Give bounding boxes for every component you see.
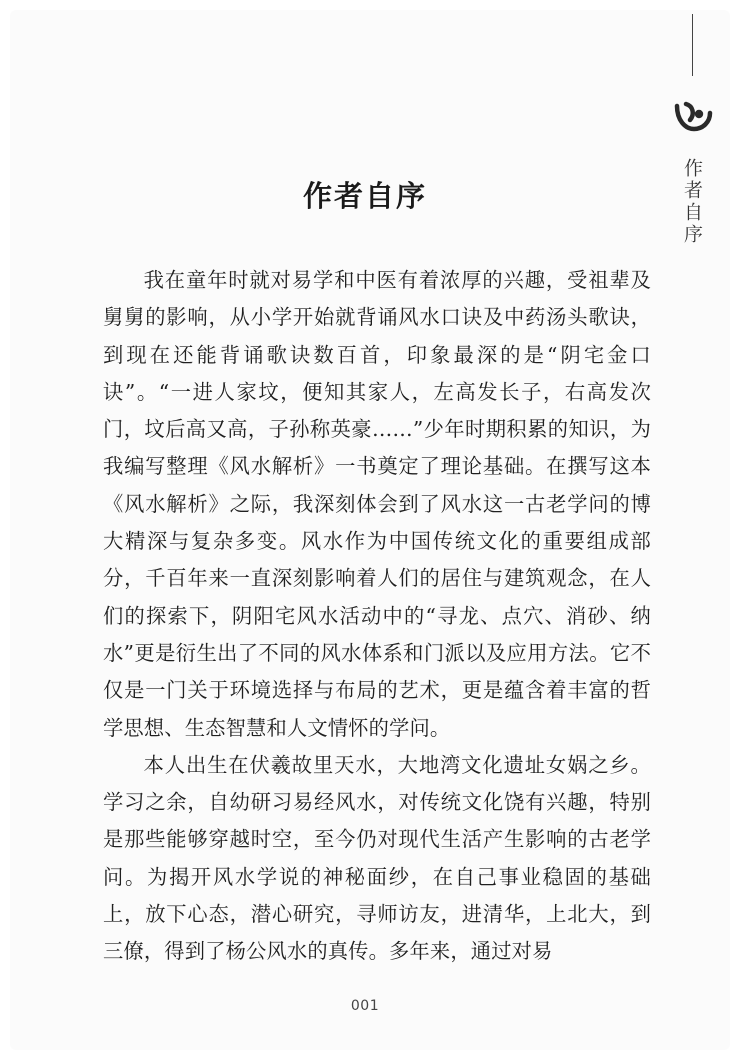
body-text [103, 262, 651, 971]
section-tab-label: 作者自序 [681, 158, 703, 246]
paragraph-2: 本人出生在伏羲故里天水，大地湾文化遗址女娲之乡。学习之余，自幼研习易经风水，对传统文化饶有兴趣，特别是那些能够穿越时空，至今仍对现代生活产生影响的古老学问。为揭开风水学说的神秘面纱，在自己事业稳固的基础上，放下心态，潜心研究，寻师访友，进清华，上北大，到三僚，得到了杨公风水的真传。多年来，通过对易 [103, 752, 651, 964]
paragraph-1: 我在童年时就对易学和中医有着浓厚的兴趣，受祖辈及舅舅的影响，从小学开始就背诵风水口诀及中药汤头歌诀，到现在还能背诵歌诀数百首，印象最深的是“阴宅金口诀”。“一进人家坟，便知其家人，左高发长子，右高发次门，坟后高又高，子孙称英豪……”少年时期积累的知识，为我编写整理《风水解析》一书奠定了理论基础。在撰写这本《风水解析》之际，我深刻体会到了风水这一古老学问的博大精深与复杂多变。风水作为中国传统文化的重要组成部分，千百年来一直深刻影响着人们的居住与建筑观念，在人们的探索下，阴阳宅风水活动中的“寻龙、点穴、消砂、纳水”更是衍生出了不同的风水体系和门派以及应用方法。它不仅是一门关于环境选择与布局的艺术，更是蕴含着丰富的哲学思想、生态智慧和人文情怀的学问。 [103, 268, 651, 740]
yin-yang-swirl-emblem-icon [673, 100, 713, 134]
page-number: 001 [350, 998, 380, 1014]
page-title: 作者自序 [302, 179, 427, 213]
section-tab-rule [692, 14, 693, 76]
